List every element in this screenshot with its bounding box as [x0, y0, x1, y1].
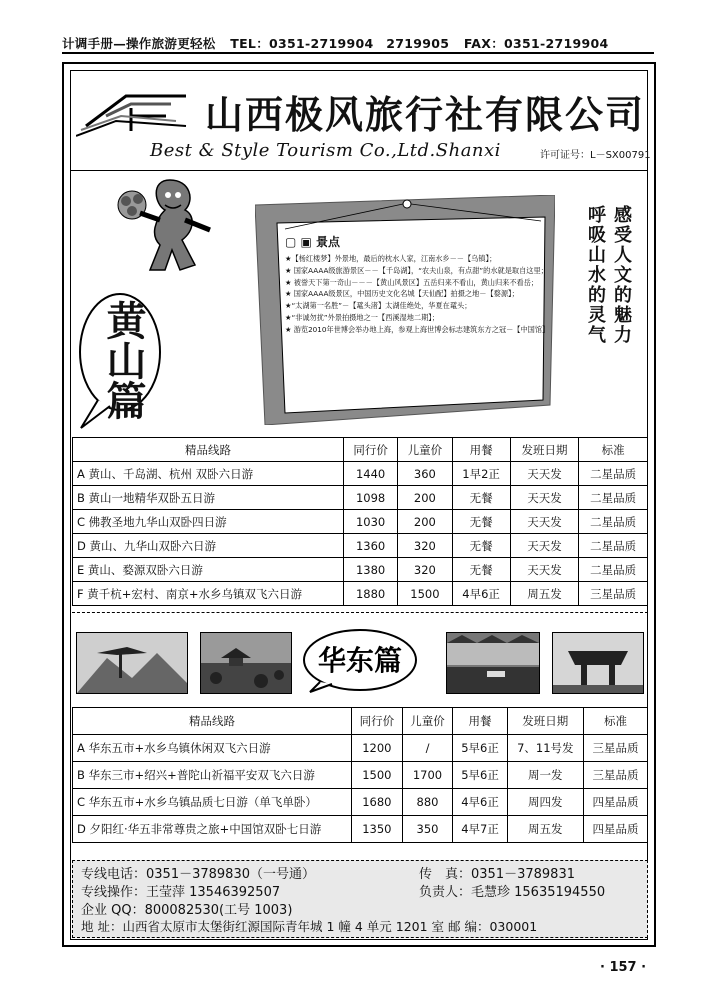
route-cell: A 华东五市+水乡乌镇休闲双飞六日游: [73, 735, 352, 762]
standard-cell: 二星品质: [579, 534, 648, 558]
col-meals: 用餐: [453, 708, 507, 735]
scenic-panel: [285, 233, 551, 408]
huadong-section-title: 华东篇: [317, 644, 403, 677]
departure-cell: 天天发: [510, 534, 579, 558]
standard-cell: 三星品质: [583, 735, 647, 762]
table-row: [73, 462, 648, 486]
route-cell: D 夕阳红·华五非常尊贵之旅+中国馆双卧七日游: [73, 816, 352, 843]
header-tagline: 计调手册—操作旅游更轻松: [62, 36, 216, 51]
col-standard: 标准: [583, 708, 647, 735]
page-number: · 157 ·: [600, 960, 647, 975]
meals-cell: 1早2正: [452, 462, 510, 486]
child-price-cell: 200: [398, 510, 452, 534]
col-standard: 标准: [579, 438, 648, 462]
section-divider: [72, 612, 648, 613]
trade-price-cell: 1350: [352, 816, 403, 843]
col-departure: 发班日期: [507, 708, 583, 735]
child-price-cell: 200: [398, 486, 452, 510]
scenic-line: ★【杨红楼梦】外景地，最后的枕水人家，江南水乡－－【乌镇】；: [285, 254, 497, 263]
meals-cell: 无餐: [452, 534, 510, 558]
route-cell: F 黄千杭+宏村、南京+水乡乌镇双飞六日游: [73, 582, 344, 606]
expo-mascot-icon: [110, 175, 230, 285]
route-cell: E 黄山、婺源双卧六日游: [73, 558, 344, 582]
departure-cell: 周五发: [507, 816, 583, 843]
water-town-photo: [446, 632, 540, 694]
meals-cell: 4早6正: [452, 582, 510, 606]
meals-cell: 无餐: [452, 510, 510, 534]
col-trade-price: 同行价: [344, 438, 398, 462]
meals-cell: 5早6正: [453, 762, 507, 789]
lotus-pond-photo: [200, 632, 292, 694]
col-meals: 用餐: [452, 438, 510, 462]
header-tel: TEL：0351-2719904 2719905: [230, 36, 450, 51]
table-row: [73, 558, 648, 582]
child-price-cell: 880: [402, 789, 453, 816]
trade-price-cell: 1680: [352, 789, 403, 816]
pine-mountain-photo: [76, 632, 188, 694]
enterprise-qq: 企业 QQ：800082530(工号 1003): [81, 903, 293, 918]
col-child-price: 儿童价: [402, 708, 453, 735]
meals-cell: 无餐: [452, 558, 510, 582]
route-cell: D 黄山、九华山双卧六日游: [73, 534, 344, 558]
departure-cell: 天天发: [510, 486, 579, 510]
trade-price-cell: 1030: [344, 510, 398, 534]
table-row: [73, 816, 648, 843]
standard-cell: 四星品质: [583, 789, 647, 816]
table-row: [73, 762, 648, 789]
fax-number: 传 真：0351－3789831: [419, 867, 575, 882]
scenic-line: ★ 国家AAAA级旅游景区－－【千岛湖】，“农夫山泉，有点甜”的水就是取自这里；: [285, 265, 548, 275]
table-row: [73, 789, 648, 816]
meals-cell: 4早7正: [453, 816, 507, 843]
header-fax: FAX：0351-2719904: [463, 36, 609, 51]
trade-price-cell: 1360: [344, 534, 398, 558]
departure-cell: 天天发: [510, 558, 579, 582]
manager: 负责人：毛慧珍 15635194550: [419, 885, 606, 900]
scenic-box-icon: ▢ ▣: [285, 235, 317, 249]
route-cell: A 黄山、千岛湖、杭州 双卧六日游: [73, 462, 344, 486]
china-pavilion-photo: [552, 632, 644, 694]
table-row: [73, 735, 648, 762]
hotline: 专线电话：0351－3789830（一号通）: [81, 867, 315, 882]
departure-cell: 周一发: [507, 762, 583, 789]
trade-price-cell: 1440: [344, 462, 398, 486]
operator: 专线操作：王莹萍 13546392507: [81, 885, 281, 900]
child-price-cell: 360: [398, 462, 452, 486]
standard-cell: 二星品质: [579, 462, 648, 486]
scenic-line: ★ 游览2010年世博会举办地上海，参观上海世博会标志建筑东方之冠－【中国馆】: [285, 324, 550, 334]
scenic-line: ★ 国家AAAA级景区，中国历史文化名城【天仙配】拍摄之地－【婺源】；: [285, 289, 519, 299]
standard-cell: 二星品质: [579, 486, 648, 510]
route-cell: B 华东三市+绍兴+普陀山祈福平安双飞六日游: [73, 762, 352, 789]
huangshan-section-title: 黄山篇: [100, 300, 146, 420]
contact-box: [72, 860, 648, 938]
trade-price-cell: 1098: [344, 486, 398, 510]
company-english-name: Best & Style Tourism Co.,Ltd.Shanxi: [150, 140, 501, 161]
child-price-cell: 1500: [398, 582, 452, 606]
table-row: [73, 582, 648, 606]
trade-price-cell: 1200: [352, 735, 403, 762]
col-route: 精品线路: [73, 438, 344, 462]
trade-price-cell: 1880: [344, 582, 398, 606]
header-divider: [62, 52, 654, 54]
scenic-line: ★“太湖第一名胜”－【鼋头渚】太湖佳绝处，华夏在鼋头；: [285, 301, 472, 311]
route-cell: C 华东五市+水乡乌镇品质七日游（单飞单卧）: [73, 789, 352, 816]
scenic-title: ▢ ▣ 景点: [285, 235, 341, 249]
trade-price-cell: 1500: [352, 762, 403, 789]
table-row: [73, 534, 648, 558]
col-departure: 发班日期: [510, 438, 579, 462]
standard-cell: 三星品质: [579, 582, 648, 606]
slogan: [560, 205, 640, 385]
route-cell: B 黄山一地精华双卧五日游: [73, 486, 344, 510]
standard-cell: 四星品质: [583, 816, 647, 843]
standard-cell: 二星品质: [579, 558, 648, 582]
top-header: [62, 34, 654, 52]
table-header-row: [73, 438, 648, 462]
child-price-cell: 350: [402, 816, 453, 843]
departure-cell: 7、11号发: [507, 735, 583, 762]
huangshan-route-table: [72, 437, 648, 606]
address: 地 址：山西省太原市太堡街红源国际青年城 1 幢 4 单元 1201 室 邮 编：030001: [81, 919, 538, 934]
col-route: 精品线路: [73, 708, 352, 735]
huadong-route-table: [72, 707, 648, 843]
table-row: [73, 510, 648, 534]
table-header-row: [73, 708, 648, 735]
slogan-left: 呼吸山水的灵气: [585, 205, 606, 345]
child-price-cell: /: [402, 735, 453, 762]
child-price-cell: 320: [398, 534, 452, 558]
departure-cell: 天天发: [510, 462, 579, 486]
scenic-line: ★“非诚勿扰”外景拍摄地之一【西溪湿地二期】；: [285, 312, 440, 322]
col-trade-price: 同行价: [352, 708, 403, 735]
meals-cell: 无餐: [452, 486, 510, 510]
departure-cell: 周五发: [510, 582, 579, 606]
table-row: [73, 486, 648, 510]
child-price-cell: 320: [398, 558, 452, 582]
standard-cell: 三星品质: [583, 762, 647, 789]
header-rule: [70, 170, 648, 171]
company-name: 山西极风旅行社有限公司: [205, 93, 646, 137]
col-child-price: 儿童价: [398, 438, 452, 462]
slogan-right: 感受人文的魅力: [611, 205, 632, 345]
route-cell: C 佛教圣地九华山双卧四日游: [73, 510, 344, 534]
trade-price-cell: 1380: [344, 558, 398, 582]
license-number: 许可证号：L－SX00791: [540, 150, 651, 161]
departure-cell: 周四发: [507, 789, 583, 816]
huadong-title-badge: [300, 626, 420, 694]
departure-cell: 天天发: [510, 510, 579, 534]
scenic-line: ★ 被誉天下第一奇山－－－【黄山风景区】五岳归来不看山，黄山归来不看岳；: [285, 277, 539, 287]
meals-cell: 4早6正: [453, 789, 507, 816]
company-logo-icon: [76, 86, 196, 146]
child-price-cell: 1700: [402, 762, 453, 789]
meals-cell: 5早6正: [453, 735, 507, 762]
standard-cell: 二星品质: [579, 510, 648, 534]
